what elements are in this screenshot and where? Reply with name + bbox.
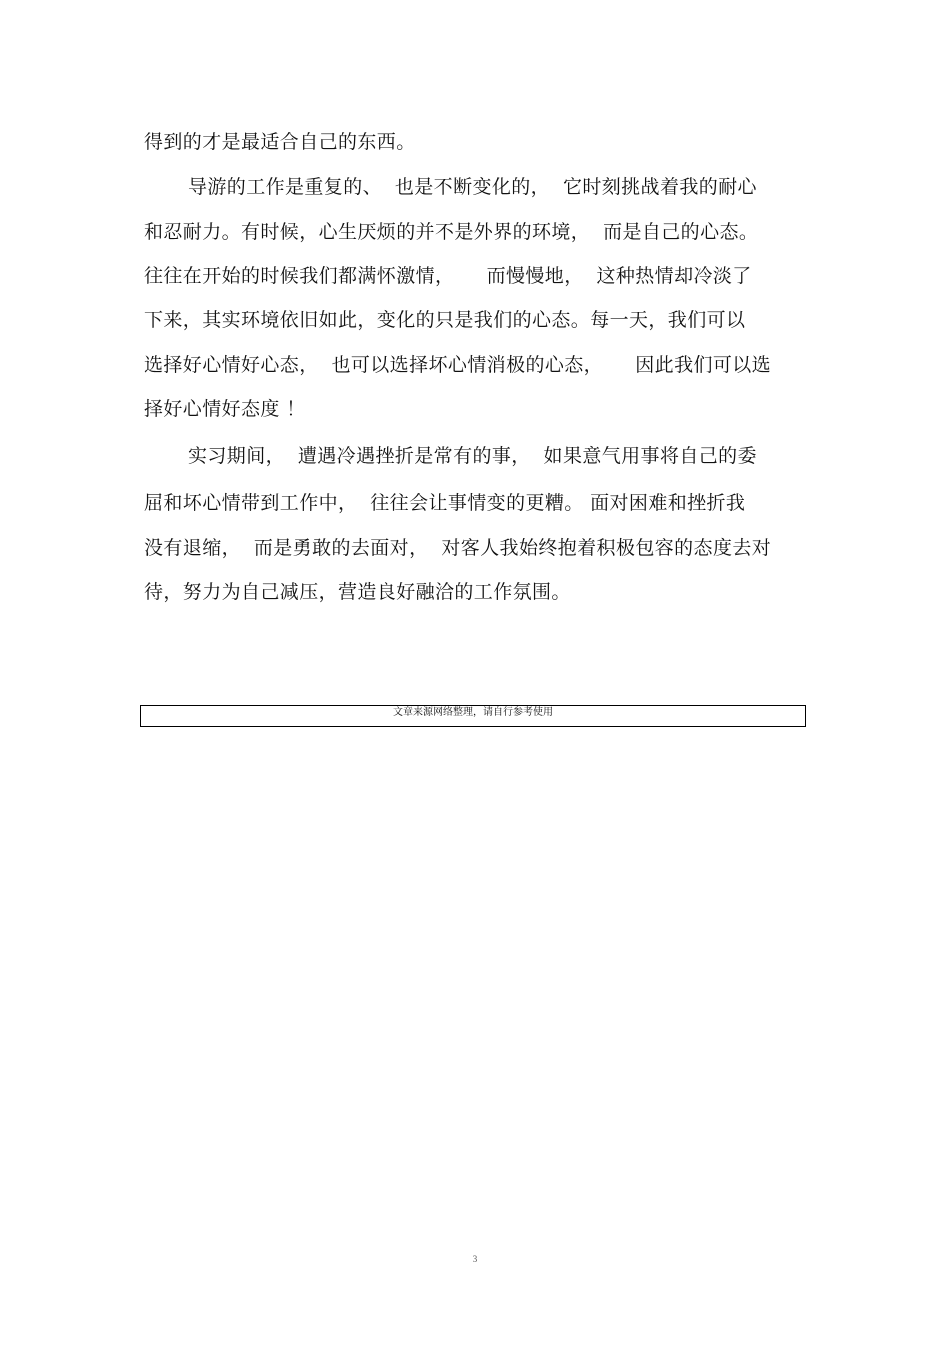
paragraph-line: 选择好心情好心态， 也可以选择坏心情消极的心态， 因此我们可以选 — [144, 354, 772, 376]
paragraph-line: 实习期间， 遭遇冷遇挫折是常有的事， 如果意气用事将自己的委 — [188, 445, 757, 467]
paragraph-line: 待，努力为自己减压，营造良好融洽的工作氛围。 — [144, 581, 571, 603]
paragraph-line: 得到的才是最适合自己的东西。 — [144, 131, 416, 153]
footer-note-box — [140, 705, 806, 727]
footer-note: 文章来源网络整理，请自行参考使用 — [393, 707, 553, 718]
paragraph-line: 导游的工作是重复的、 也是不断变化的， 它时刻挑战着我的耐心 — [188, 176, 757, 198]
paragraph-line: 下来，其实环境依旧如此，变化的只是我们的心态。每一天，我们可以 — [144, 309, 746, 331]
paragraph-line: 没有退缩， 而是勇敢的去面对， 对客人我始终抱着积极包容的态度去对 — [144, 537, 772, 559]
page-number: 3 — [472, 1254, 478, 1264]
paragraph-line: 往往在开始的时候我们都满怀激情， 而慢慢地， 这种热情却冷淡了 — [144, 265, 752, 287]
paragraph-line: 择好心情好态度 ！ — [144, 398, 306, 420]
paragraph-line: 屈和坏心情带到工作中， 往往会让事情变的更糟。 面对困难和挫折我 — [144, 492, 746, 514]
paragraph-line: 和忍耐力。有时候，心生厌烦的并不是外界的环境， 而是自己的心态。 — [144, 221, 759, 243]
